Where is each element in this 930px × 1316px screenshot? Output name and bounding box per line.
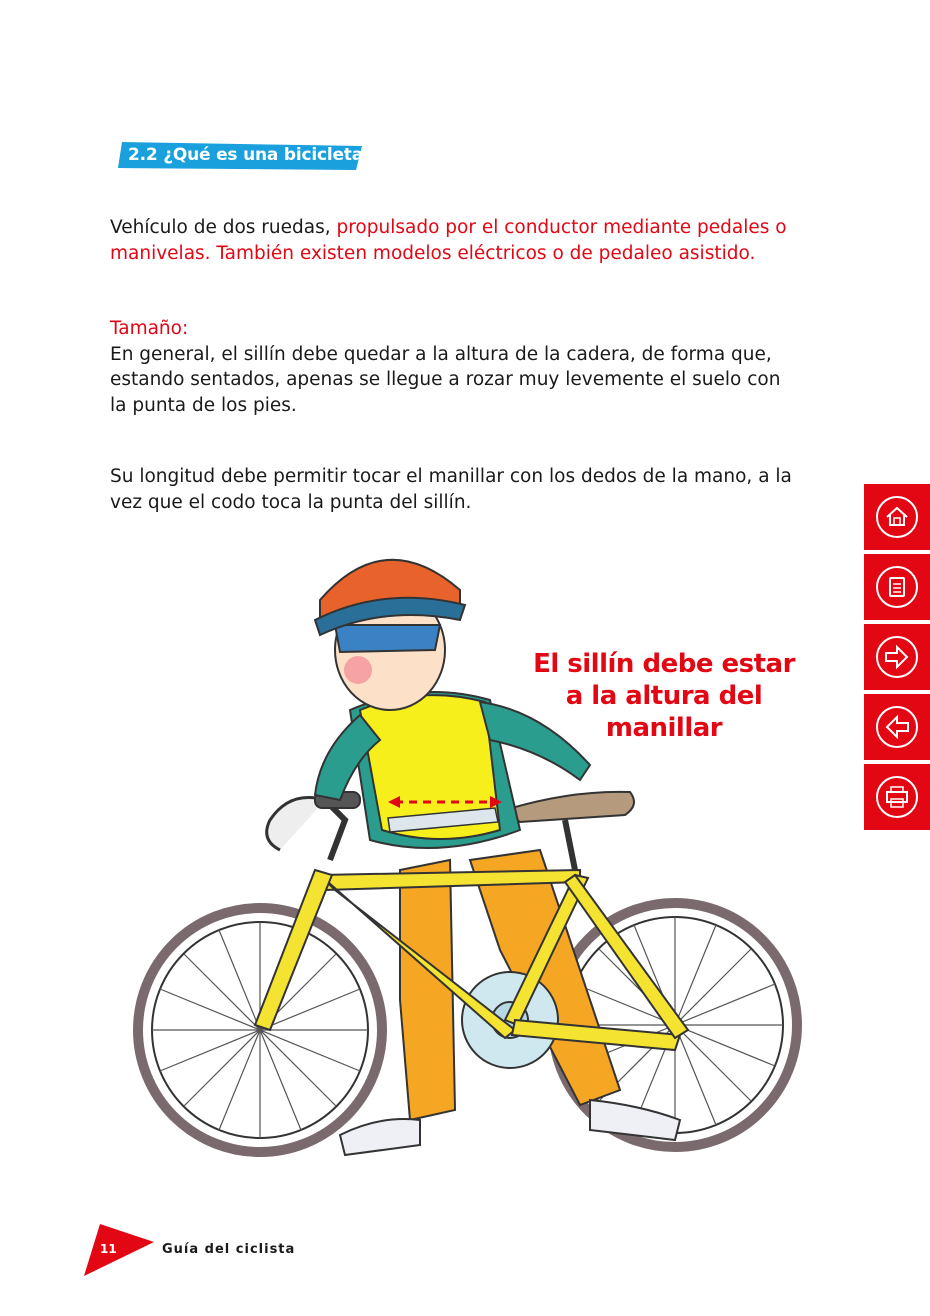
intro-highlight-text: propulsado por el conductor mediante pedales o manivelas. También existen modelos eléctricos o de pedaleo asistido. (110, 217, 787, 264)
nav-next-button[interactable] (864, 624, 930, 690)
saddle-callout (526, 648, 802, 744)
size-paragraph (110, 316, 800, 418)
length-body: Su longitud debe permitir tocar el manillar con los dedos de la mano, a la vez que el codo toca la punta del sillín. (110, 466, 792, 513)
home-icon (874, 494, 920, 540)
size-body: En general, el sillín debe quedar a la altura de la cadera, de forma que, estando sentados, apenas se llegue a rozar muy levemente el suelo con la punta de los pies. (110, 343, 781, 416)
size-heading: Tamaño: (110, 318, 189, 339)
clipboard-icon (874, 564, 920, 610)
footer-title: Guía del ciclista (162, 1242, 296, 1257)
footer-marker (84, 1224, 154, 1276)
cyclist-illustration (120, 530, 820, 1190)
intro-plain-text: Vehículo de dos ruedas, (110, 217, 337, 238)
page-number: 11 (100, 1242, 117, 1256)
arrow-left-icon (874, 704, 920, 750)
intro-paragraph (110, 215, 800, 266)
section-title: 2.2 ¿Qué es una bicicleta? (128, 145, 373, 165)
arrow-right-icon (874, 634, 920, 680)
callout-line-2: a la altura del manillar (565, 681, 763, 743)
front-wheel (138, 908, 382, 1152)
length-paragraph (110, 464, 800, 515)
nav-index-button[interactable] (864, 554, 930, 620)
section-heading (118, 140, 373, 172)
nav-prev-button[interactable] (864, 694, 930, 760)
callout-line-1: El sillín debe estar (533, 649, 795, 679)
nav-print-button[interactable] (864, 764, 930, 830)
print-icon (874, 774, 920, 820)
nav-home-button[interactable] (864, 484, 930, 550)
